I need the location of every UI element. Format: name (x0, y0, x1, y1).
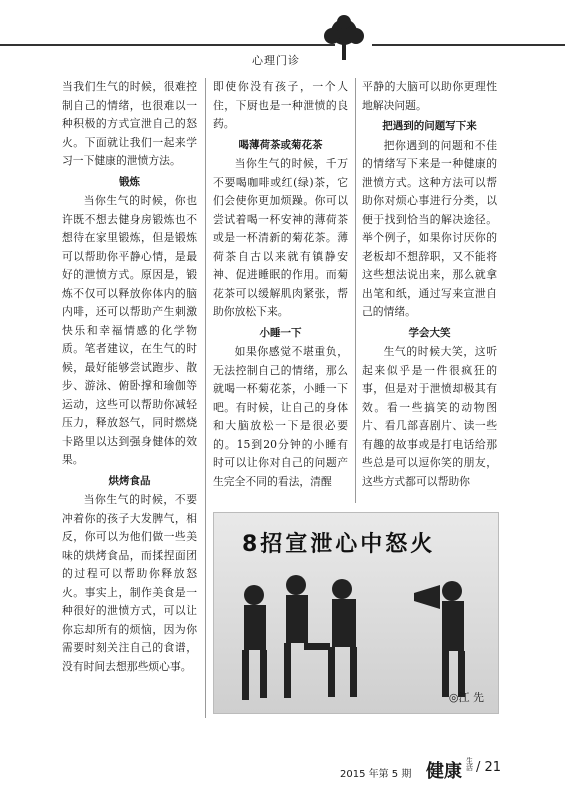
heading-nap: 小睡一下 (259, 326, 302, 339)
brand-subtitle: 生活 (466, 757, 473, 772)
paragraph-tea: 当你生气的时候，千万不要喝咖啡或红(绿)茶，它们会使你更加烦躁。你可以尝试着喝一杯安神的薄荷茶或是一杯清新的菊花茶。薄荷茶自古以来就有镇静安神、促进睡眠的作用。而菊花茶可以缓解肌肉紧张，帮助你放松下来。 (213, 157, 348, 318)
illustration (213, 512, 499, 714)
heading-tea: 喝薄荷茶或菊花茶 (238, 138, 323, 151)
paragraph-baking: 当你生气的时候，不要冲着你的孩子大发脾气，相反，你可以为他们做一些美味的烘烤食品，而揉捏面团的过程可以帮助你释放怒火。事实上，制作美食是一种很好的泄愤方式，可以让你忘却所有的烦恼，因为你需要时刻关注自己的食谱，没有时间去想那些烦心事。 (62, 493, 197, 673)
column-divider (355, 78, 356, 503)
section-title: 心理门诊 (252, 54, 300, 67)
tree-icon (318, 14, 370, 62)
paragraph-continued: 即使你没有孩子，一个人住，下厨也是一种泄愤的良药。 (213, 80, 348, 130)
column-divider (205, 78, 206, 718)
illustration-title: 8招宣泄心中怒火 (242, 532, 436, 557)
heading-laugh: 学会大笑 (408, 326, 451, 339)
paragraph-laugh: 生气的时候大笑，这听起来似乎是一件很疯狂的事，但是对于泄愤却极其有效。看一些搞笑的动物图片、看几部喜剧片、读一些有趣的故事或是打电话给那些总是可以逗你笑的朋友，这些方式都可以帮助你 (362, 345, 497, 488)
paragraph-exercise: 当你生气的时候，你也许既不想去健身房锻炼也不想待在家里锻炼，但是锻炼可以帮助你平静心情，是最好的泄愤方式。原因是，锻炼不仅可以释放你体内的脑内啡，还可以帮助产生刺激快乐和幸福情感的化学物质。笔者建议，在生气的时候，最好能够尝试跑步、散步、游泳、俯卧撑和瑜伽等运动，这些可以帮助你减轻压力，释放怒气，同时燃烧卡路里以达到强身健体的效果。 (62, 194, 197, 466)
heading-write: 把遇到的问题写下来 (382, 120, 477, 132)
page-number: / 21 (476, 760, 502, 775)
paragraph-continued: 平静的大脑可以助你更理性地解决问题。 (362, 80, 497, 112)
header-rule-right (372, 44, 565, 46)
people-illustration (214, 513, 498, 713)
intro-paragraph: 当我们生气的时候，很难控制自己的情绪，也很难以一种积极的方式宣泄自己的怒火。下面就让我们一起来学习一下健康的泄愤方法。 (62, 80, 197, 167)
brand-logo: 健康 (426, 761, 462, 782)
heading-baking: 烘烤食品 (108, 474, 151, 487)
header-rule-left (0, 44, 335, 46)
heading-exercise: 锻炼 (119, 175, 140, 188)
paragraph-nap: 如果你感觉不堪重负，无法控制自己的情绪，那么就喝一杯菊花茶，小睡一下吧。有时候，让自己的身体和大脑放松一下是很必要的。15到20分钟的小睡有时可以让你对自己的问题产生完全不同的看法，清醒 (213, 345, 348, 488)
illustration-credit: ◎江 先 (448, 691, 484, 704)
column-3 (362, 78, 497, 491)
column-1 (62, 78, 197, 676)
column-2 (213, 78, 348, 491)
paragraph-write: 把你遇到的问题和不佳的情绪写下来是一种健康的泄愤方式。这种方法可以帮助你对烦心事进行分类，以便于找到恰当的解决途径。举个例子，如果你讨厌你的老板却不想辞职，又不能将这些想法说出来，那么就拿出笔和纸，通过写来宣泄自己的情绪。 (362, 138, 497, 318)
issue-label: 2015 年第 5 期 (340, 769, 412, 780)
